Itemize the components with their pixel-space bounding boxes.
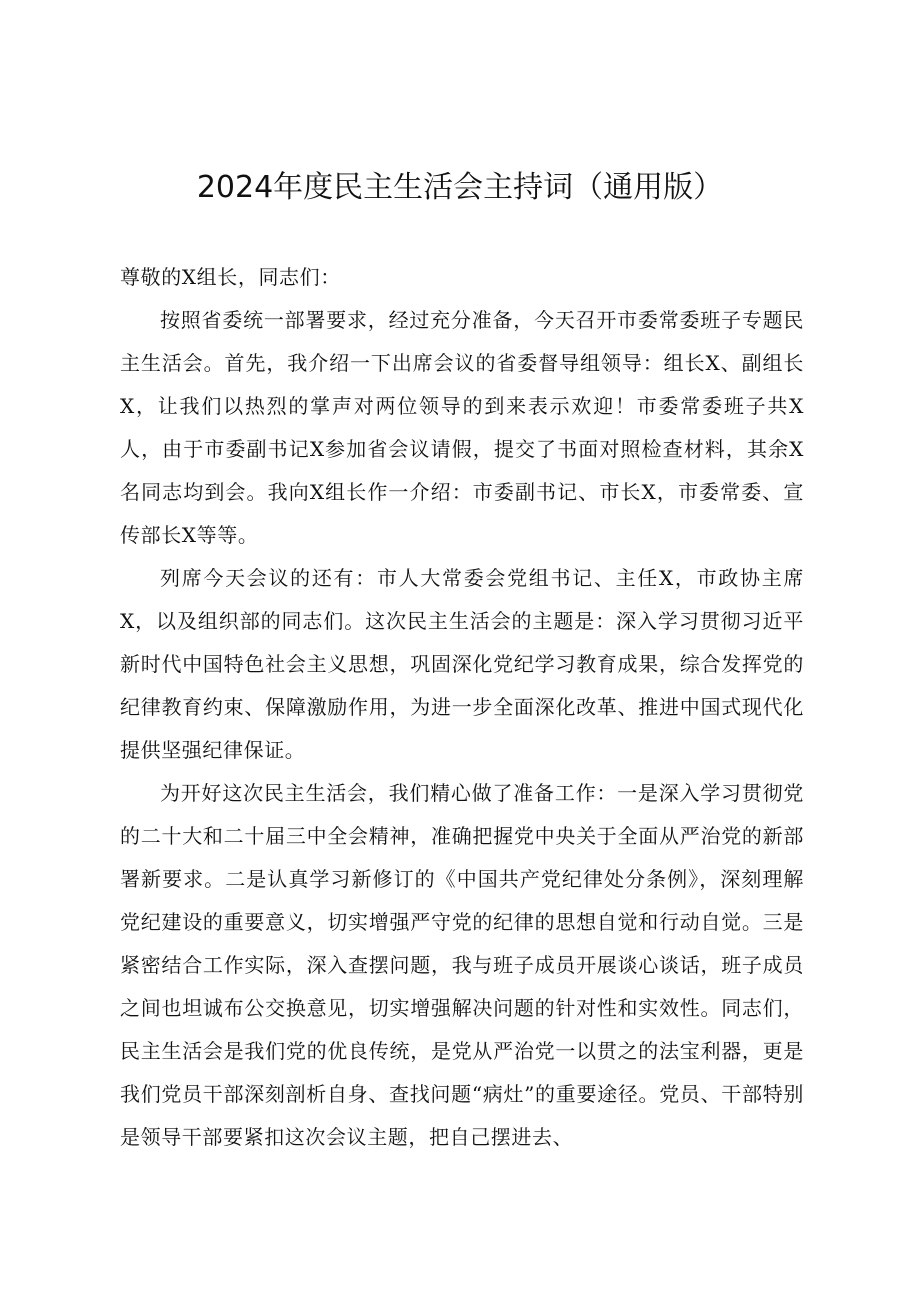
paragraph-theme: 列席今天会议的还有：市人大常委会党组书记、主任X，市政协主席X，以及组织部的同志们。这次民主生活会的主题是：深入学习贯彻习近平新时代中国特色社会主义思想，巩固深化党纪学习教育成果，综合发挥党的纪律教育约束、保障激励作用，为进一步全面深化改革、推进中国式现代化提供坚强纪律保证。 xyxy=(120,566,804,762)
document-body xyxy=(120,256,804,1159)
salutation: 尊敬的X组长，同志们： xyxy=(120,265,341,289)
document-title: 2024年度民主生活会主持词（通用版） xyxy=(196,170,724,205)
paragraph-attendance: 按照省委统一部署要求，经过充分准备，今天召开市委常委班子专题民主生活会。首先，我介绍一下出席会议的省委督导组领导：组长X、副组长X，让我们以热烈的掌声对两位领导的到来表示欢迎！市委常委班子共X人，由于市委副书记X参加省会议请假，提交了书面对照检查材料，其余X名同志均到会。我向X组长作一介绍：市委副书记、市长X，市委常委、宣传部长X等等。 xyxy=(120,308,804,547)
paragraph-preparation: 为开好这次民主生活会，我们精心做了准备工作：一是深入学习贯彻党的二十大和二十届三中全会精神，准确把握党中央关于全面从严治党的新部署新要求。二是认真学习新修订的《中国共产党纪律处分条例》，深刻理解党纪建设的重要意义，切实增强严守党的纪律的思想自觉和行动自觉。三是紧密结合工作实际，深入查摆问题，我与班子成员开展谈心谈话，班子成员之间也坦诚布公交换意见，切实增强解决问题的针对性和实效性。同志们，民主生活会是我们党的优良传统，是党从严治党一以贯之的法宝利器，更是我们党员干部深刻剖析自身、查找问题“病灶”的重要途径。党员、干部特别是领导干部要紧扣这次会议主题，把自己摆进去、 xyxy=(120,781,804,1149)
